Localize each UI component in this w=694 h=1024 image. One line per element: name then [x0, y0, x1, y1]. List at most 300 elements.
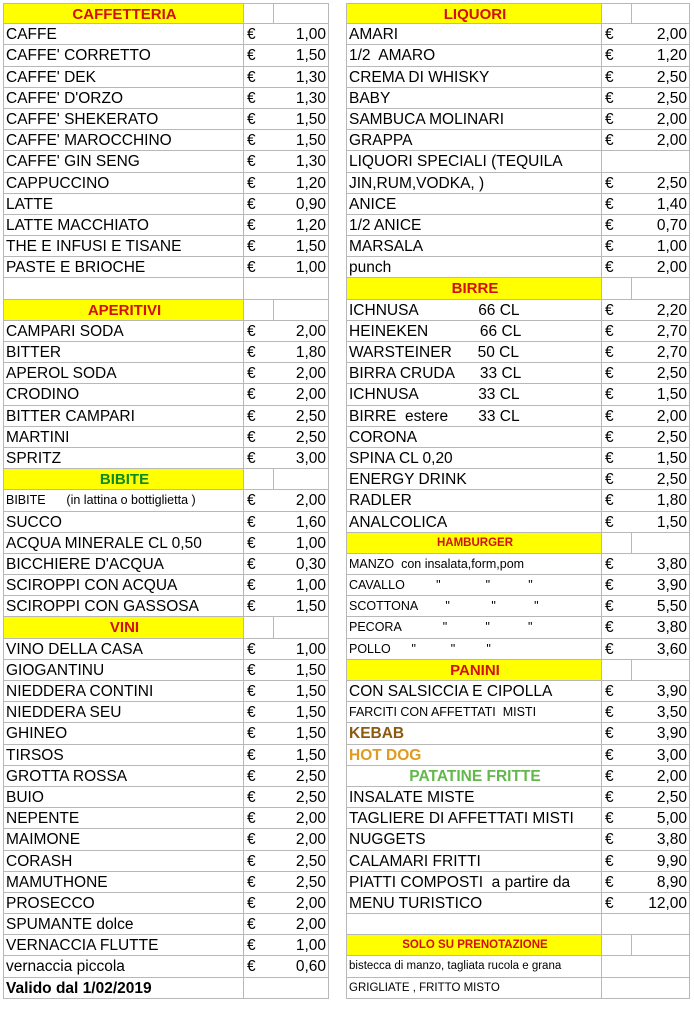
menu-item-row: [346, 300, 690, 321]
currency-symbol: [601, 935, 631, 955]
item-name: Valido dal 1/02/2019: [3, 978, 243, 998]
item-price: 3,90: [631, 681, 690, 701]
menu-item-row: [3, 851, 329, 872]
item-price: [631, 956, 690, 976]
currency-symbol: €: [601, 448, 631, 468]
item-name: [3, 278, 243, 298]
menu-item-row: [3, 321, 329, 342]
menu-item-row: [346, 723, 690, 744]
menu-item-row: [346, 194, 690, 215]
menu-item-row: [3, 173, 329, 194]
item-price: 3,80: [631, 829, 690, 849]
menu-item-row: [3, 554, 329, 575]
menu-item-row: [3, 681, 329, 702]
note-row: [346, 151, 690, 172]
item-name: CAFFE' D'ORZO: [3, 88, 243, 108]
menu-item-row: [3, 130, 329, 151]
item-name: THE E INFUSI E TISANE: [3, 236, 243, 256]
item-price: 1,00: [273, 24, 329, 44]
menu-item-row: [346, 321, 690, 342]
item-name: INSALATE MISTE: [346, 787, 601, 807]
section-header-vini: [3, 617, 329, 638]
menu-item-row: [3, 702, 329, 723]
item-price: 2,00: [273, 384, 329, 404]
menu-item-row: [346, 745, 690, 766]
currency-symbol: €: [243, 935, 273, 955]
currency-symbol: €: [243, 321, 273, 341]
item-price: 1,20: [273, 173, 329, 193]
section-header-hamburger: [346, 533, 690, 554]
item-name: BABY: [346, 88, 601, 108]
item-price: 1,00: [631, 236, 690, 256]
item-price: 2,50: [631, 67, 690, 87]
item-price: 1,00: [273, 257, 329, 277]
currency-symbol: €: [243, 406, 273, 426]
menu-item-row: [346, 257, 690, 278]
currency-symbol: €: [601, 342, 631, 362]
menu-item-row: [346, 787, 690, 808]
currency-symbol: €: [243, 808, 273, 828]
section-header-bibite: [3, 469, 329, 490]
section-header-birre: [346, 278, 690, 299]
item-name: WARSTEINER 50 CL: [346, 342, 601, 362]
currency-symbol: €: [243, 702, 273, 722]
menu-item-row: [3, 745, 329, 766]
currency-symbol: €: [243, 914, 273, 934]
item-name: KEBAB: [346, 723, 601, 743]
currency-symbol: €: [243, 956, 273, 976]
menu-item-row: [346, 766, 690, 787]
menu-item-row: [3, 490, 329, 511]
item-name: GRAPPA: [346, 130, 601, 150]
item-price: [273, 617, 329, 637]
menu-item-row: [346, 24, 690, 45]
menu-item-row: [346, 173, 690, 194]
currency-symbol: €: [243, 829, 273, 849]
item-name: BIRRE estere 33 CL: [346, 406, 601, 426]
item-name: 1/2 ANICE: [346, 215, 601, 235]
menu-item-row: [3, 363, 329, 384]
item-price: [631, 151, 690, 171]
item-name: SCIROPPI CON GASSOSA: [3, 596, 243, 616]
item-name: SAMBUCA MOLINARI: [346, 109, 601, 129]
currency-symbol: €: [601, 872, 631, 892]
menu-item-row: [346, 215, 690, 236]
currency-symbol: €: [601, 427, 631, 447]
currency-symbol: €: [243, 45, 273, 65]
item-name: TIRSOS: [3, 745, 243, 765]
item-price: 3,90: [631, 723, 690, 743]
currency-symbol: [601, 533, 631, 553]
item-name: CAFFE' MAROCCHINO: [3, 130, 243, 150]
currency-symbol: €: [243, 109, 273, 129]
menu-item-row: [3, 533, 329, 554]
currency-symbol: €: [601, 109, 631, 129]
item-price: [273, 469, 329, 489]
menu-item-row: [3, 257, 329, 278]
item-price: 1,30: [273, 88, 329, 108]
menu-item-row: [346, 490, 690, 511]
item-name: BICCHIERE D'ACQUA: [3, 554, 243, 574]
item-price: 2,50: [631, 469, 690, 489]
currency-symbol: €: [601, 554, 631, 574]
item-name: SCIROPPI CON ACQUA: [3, 575, 243, 595]
currency-symbol: €: [601, 596, 631, 616]
item-name: ICHNUSA 33 CL: [346, 384, 601, 404]
section-title: LIQUORI: [346, 4, 601, 23]
menu-item-row: [346, 681, 690, 702]
item-name: bistecca di manzo, tagliata rucola e grana: [346, 956, 601, 976]
currency-symbol: €: [601, 829, 631, 849]
item-price: 1,30: [273, 67, 329, 87]
currency-symbol: [601, 278, 631, 298]
currency-symbol: €: [601, 88, 631, 108]
item-name: JIN,RUM,VODKA, ): [346, 173, 601, 193]
item-price: 5,50: [631, 596, 690, 616]
item-name: BITTER: [3, 342, 243, 362]
item-name: MAIMONE: [3, 829, 243, 849]
item-name: BIBITE (in lattina o bottiglietta ): [3, 490, 243, 510]
currency-symbol: €: [601, 173, 631, 193]
menu-item-row: [3, 427, 329, 448]
item-name: AMARI: [346, 24, 601, 44]
item-price: 2,00: [273, 829, 329, 849]
item-price: 2,50: [631, 427, 690, 447]
note-row: [3, 978, 329, 999]
item-price: 2,70: [631, 321, 690, 341]
item-name: CAFFE' GIN SENG: [3, 151, 243, 171]
item-price: 1,50: [273, 130, 329, 150]
item-price: 2,00: [631, 766, 690, 786]
currency-symbol: €: [243, 872, 273, 892]
item-price: 3,90: [631, 575, 690, 595]
menu-item-row: [3, 639, 329, 660]
menu-item-row: [346, 88, 690, 109]
item-price: 3,50: [631, 702, 690, 722]
item-price: 3,80: [631, 554, 690, 574]
item-price: 8,90: [631, 872, 690, 892]
item-price: 5,00: [631, 808, 690, 828]
section-title: BIRRE: [346, 278, 601, 298]
item-name: SPINA CL 0,20: [346, 448, 601, 468]
menu-item-row: [346, 617, 690, 638]
item-name: TAGLIERE DI AFFETTATI MISTI: [346, 808, 601, 828]
item-price: [631, 660, 690, 680]
currency-symbol: €: [601, 321, 631, 341]
item-price: 2,50: [273, 872, 329, 892]
menu-item-row: [3, 914, 329, 935]
menu-item-row: [3, 808, 329, 829]
item-price: 0,70: [631, 215, 690, 235]
item-price: 2,50: [631, 787, 690, 807]
item-price: 3,80: [631, 617, 690, 637]
item-price: [631, 978, 690, 998]
item-name: RADLER: [346, 490, 601, 510]
item-price: 1,00: [273, 935, 329, 955]
menu-item-row: [3, 215, 329, 236]
menu-item-row: [346, 130, 690, 151]
item-name: LATTE: [3, 194, 243, 214]
currency-symbol: €: [243, 342, 273, 362]
item-name: CAFFE' DEK: [3, 67, 243, 87]
item-price: [631, 533, 690, 553]
item-price: 2,50: [273, 766, 329, 786]
item-name: PROSECCO: [3, 893, 243, 913]
section-title: PANINI: [346, 660, 601, 680]
item-name: FARCITI CON AFFETTATI MISTI: [346, 702, 601, 722]
item-price: 1,50: [631, 384, 690, 404]
section-title: BIBITE: [3, 469, 243, 489]
item-price: 2,00: [631, 130, 690, 150]
currency-symbol: [243, 4, 273, 23]
currency-symbol: €: [601, 745, 631, 765]
item-name: [346, 914, 601, 934]
currency-symbol: €: [601, 893, 631, 913]
item-price: 1,50: [631, 512, 690, 532]
item-price: 12,00: [631, 893, 690, 913]
section-title: CAFFETTERIA: [3, 4, 243, 23]
item-price: 1,30: [273, 151, 329, 171]
menu-item-row: [3, 45, 329, 66]
item-price: 2,50: [631, 173, 690, 193]
item-price: 1,40: [631, 194, 690, 214]
item-price: 1,50: [273, 236, 329, 256]
currency-symbol: €: [243, 639, 273, 659]
menu-item-row: [3, 342, 329, 363]
currency-symbol: €: [243, 490, 273, 510]
item-price: 2,50: [273, 851, 329, 871]
item-name: VINO DELLA CASA: [3, 639, 243, 659]
menu-item-row: [3, 723, 329, 744]
item-name: CALAMARI FRITTI: [346, 851, 601, 871]
item-name: NEPENTE: [3, 808, 243, 828]
item-name: NUGGETS: [346, 829, 601, 849]
section-title: HAMBURGER: [346, 533, 601, 553]
item-price: 9,90: [631, 851, 690, 871]
item-name: GHINEO: [3, 723, 243, 743]
item-price: 1,50: [273, 109, 329, 129]
menu-item-row: [3, 512, 329, 533]
item-name: PECORA " " ": [346, 617, 601, 637]
menu-item-row: [346, 575, 690, 596]
currency-symbol: €: [601, 766, 631, 786]
right-menu-column: [346, 3, 690, 999]
item-price: 3,60: [631, 639, 690, 659]
item-name: LATTE MACCHIATO: [3, 215, 243, 235]
currency-symbol: €: [243, 554, 273, 574]
currency-symbol: €: [601, 300, 631, 320]
menu-item-row: [3, 893, 329, 914]
item-price: 1,60: [273, 512, 329, 532]
item-price: 1,80: [631, 490, 690, 510]
item-name: CON SALSICCIA E CIPOLLA: [346, 681, 601, 701]
item-name: 1/2 AMARO: [346, 45, 601, 65]
section-title: APERITIVI: [3, 300, 243, 320]
item-name: ENERGY DRINK: [346, 469, 601, 489]
currency-symbol: €: [243, 215, 273, 235]
item-price: 1,20: [631, 45, 690, 65]
currency-symbol: [243, 300, 273, 320]
item-price: 1,20: [273, 215, 329, 235]
menu-item-row: [346, 109, 690, 130]
item-price: 1,80: [273, 342, 329, 362]
menu-item-row: [3, 935, 329, 956]
item-name: BIRRA CRUDA 33 CL: [346, 363, 601, 383]
currency-symbol: €: [243, 723, 273, 743]
menu-item-row: [346, 893, 690, 914]
item-price: [631, 935, 690, 955]
item-name: POLLO " " ": [346, 639, 601, 659]
item-name: NIEDDERA CONTINI: [3, 681, 243, 701]
menu-item-row: [346, 406, 690, 427]
item-price: [631, 278, 690, 298]
currency-symbol: €: [601, 808, 631, 828]
currency-symbol: €: [601, 723, 631, 743]
menu-item-row: [3, 24, 329, 45]
menu-item-row: [346, 808, 690, 829]
item-name: BITTER CAMPARI: [3, 406, 243, 426]
currency-symbol: €: [601, 575, 631, 595]
currency-symbol: €: [243, 851, 273, 871]
item-price: 2,00: [273, 321, 329, 341]
item-name: VERNACCIA FLUTTE: [3, 935, 243, 955]
item-price: [273, 4, 329, 23]
item-name: CRODINO: [3, 384, 243, 404]
menu-item-row: [3, 660, 329, 681]
item-name: ICHNUSA 66 CL: [346, 300, 601, 320]
left-menu-column: [3, 3, 329, 999]
section-header-liquori: [346, 3, 690, 24]
item-price: [631, 4, 690, 23]
item-price: 1,50: [273, 660, 329, 680]
item-name: MARSALA: [346, 236, 601, 256]
item-name: CREMA DI WHISKY: [346, 67, 601, 87]
item-price: 1,50: [273, 596, 329, 616]
note-row: [346, 956, 690, 977]
menu-item-row: [346, 702, 690, 723]
currency-symbol: €: [601, 617, 631, 637]
item-price: 1,00: [273, 533, 329, 553]
currency-symbol: €: [243, 194, 273, 214]
currency-symbol: [243, 617, 273, 637]
item-price: 1,50: [631, 448, 690, 468]
currency-symbol: €: [601, 512, 631, 532]
item-price: 3,00: [631, 745, 690, 765]
item-name: PASTE E BRIOCHE: [3, 257, 243, 277]
menu-item-row: [346, 554, 690, 575]
item-price: 2,00: [631, 406, 690, 426]
currency-symbol: €: [243, 384, 273, 404]
item-price: 1,50: [273, 45, 329, 65]
menu-item-row: [346, 45, 690, 66]
item-name: CAFFE' SHEKERATO: [3, 109, 243, 129]
menu-item-row: [346, 67, 690, 88]
currency-symbol: €: [243, 745, 273, 765]
item-name: CAFFE' CORRETTO: [3, 45, 243, 65]
item-name: GRIGLIATE , FRITTO MISTO: [346, 978, 601, 998]
item-name: PATATINE FRITTE: [346, 766, 601, 786]
blank-row: [346, 914, 690, 935]
menu-item-row: [346, 427, 690, 448]
item-name: HOT DOG: [346, 745, 601, 765]
currency-symbol: €: [601, 490, 631, 510]
currency-symbol: €: [601, 67, 631, 87]
item-name: ACQUA MINERALE CL 0,50: [3, 533, 243, 553]
currency-symbol: €: [601, 406, 631, 426]
item-price: 0,90: [273, 194, 329, 214]
currency-symbol: €: [243, 787, 273, 807]
item-price: 1,00: [273, 639, 329, 659]
section-header-caffetteria: [3, 3, 329, 24]
currency-symbol: [243, 978, 273, 998]
currency-symbol: [601, 151, 631, 171]
currency-symbol: €: [243, 893, 273, 913]
item-name: BUIO: [3, 787, 243, 807]
item-price: 2,00: [631, 257, 690, 277]
item-name: APEROL SODA: [3, 363, 243, 383]
currency-symbol: €: [601, 702, 631, 722]
currency-symbol: €: [601, 257, 631, 277]
currency-symbol: €: [243, 596, 273, 616]
item-name: SUCCO: [3, 512, 243, 532]
item-name: ANICE: [346, 194, 601, 214]
menu-item-row: [3, 151, 329, 172]
currency-symbol: €: [601, 384, 631, 404]
menu-item-row: [346, 448, 690, 469]
item-price: 2,00: [631, 24, 690, 44]
menu-item-row: [3, 766, 329, 787]
item-name: GROTTA ROSSA: [3, 766, 243, 786]
item-name: MAMUTHONE: [3, 872, 243, 892]
currency-symbol: €: [243, 151, 273, 171]
item-price: [273, 300, 329, 320]
currency-symbol: [601, 660, 631, 680]
item-name: LIQUORI SPECIALI (TEQUILA: [346, 151, 601, 171]
blank-row: [3, 278, 329, 299]
item-name: punch: [346, 257, 601, 277]
item-name: SPRITZ: [3, 448, 243, 468]
item-name: CORASH: [3, 851, 243, 871]
item-price: [273, 978, 329, 998]
item-name: SCOTTONA " " ": [346, 596, 601, 616]
currency-symbol: €: [601, 363, 631, 383]
currency-symbol: €: [243, 363, 273, 383]
menu-item-row: [3, 829, 329, 850]
section-header-panini: [346, 660, 690, 681]
menu-item-row: [3, 448, 329, 469]
menu-item-row: [3, 384, 329, 405]
item-name: CAMPARI SODA: [3, 321, 243, 341]
item-name: CAPPUCCINO: [3, 173, 243, 193]
item-price: 2,50: [273, 427, 329, 447]
item-price: 2,50: [631, 363, 690, 383]
currency-symbol: €: [243, 427, 273, 447]
currency-symbol: €: [601, 639, 631, 659]
item-price: [631, 914, 690, 934]
currency-symbol: €: [601, 787, 631, 807]
menu-item-row: [3, 194, 329, 215]
menu-item-row: [346, 851, 690, 872]
item-price: 2,50: [273, 406, 329, 426]
item-price: 2,70: [631, 342, 690, 362]
currency-symbol: €: [601, 215, 631, 235]
currency-symbol: €: [243, 67, 273, 87]
menu-item-row: [3, 88, 329, 109]
item-price: 1,50: [273, 723, 329, 743]
section-header-aperitivi: [3, 300, 329, 321]
menu-item-row: [346, 363, 690, 384]
currency-symbol: €: [601, 194, 631, 214]
